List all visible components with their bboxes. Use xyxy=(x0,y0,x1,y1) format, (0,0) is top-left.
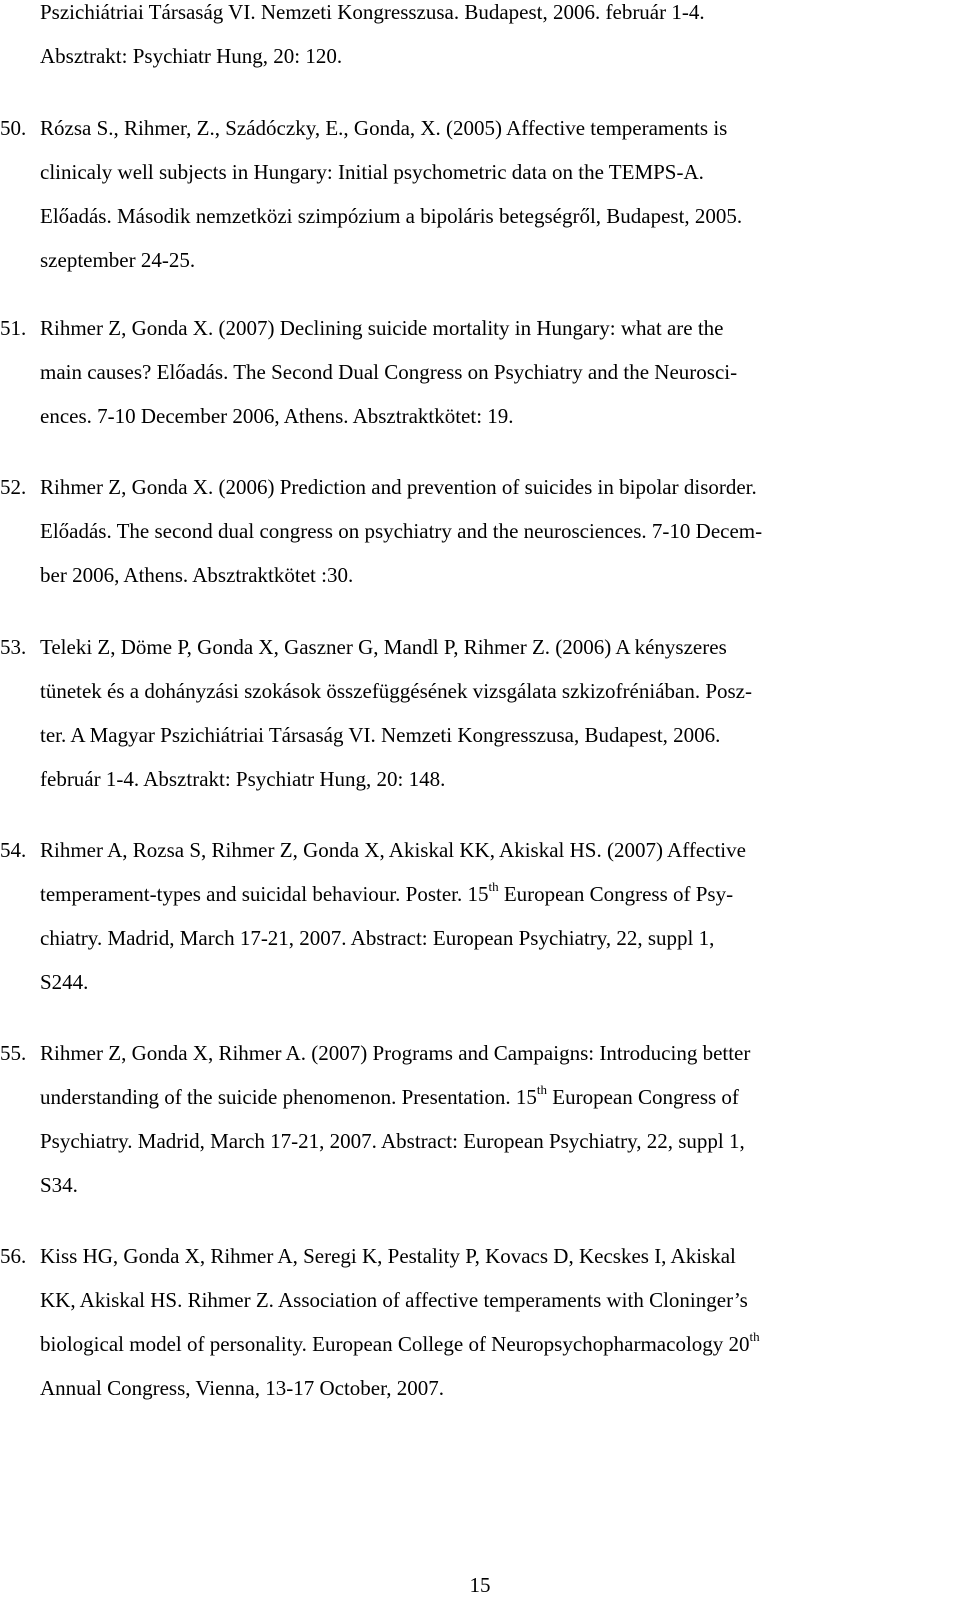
text-segment: European Congress of xyxy=(547,1085,739,1109)
text-line: Absztrakt: Psychiatr Hung, 20: 120. xyxy=(40,44,343,68)
text-line: ter. A Magyar Pszichiátriai Társaság VI. Nemzeti Kongresszusa, Budapest, 2006. xyxy=(40,723,721,747)
text-line: ences. 7-10 December 2006, Athens. Absztraktkötet: 19. xyxy=(40,404,514,428)
reference-50 xyxy=(0,106,936,282)
text-line: ber 2006, Athens. Absztraktkötet :30. xyxy=(40,563,354,587)
text-line: Rihmer Z, Gonda X. (2007) Declining suicide mortality in Hungary: what are the xyxy=(40,316,724,340)
text-line xyxy=(0,1322,936,1366)
text-line: chiatry. Madrid, March 17-21, 2007. Abstract: European Psychiatry, 22, suppl 1, xyxy=(40,926,715,950)
reference-number: 51. xyxy=(0,316,27,340)
text-line: clinicaly well subjects in Hungary: Initial psychometric data on the TEMPS-A. xyxy=(40,160,704,184)
reference-number: 52. xyxy=(0,475,27,499)
text-line xyxy=(0,1075,936,1119)
text-line: Kiss HG, Gonda X, Rihmer A, Seregi K, Pestality P, Kovacs D, Kecskes I, Akiskal xyxy=(40,1244,736,1268)
text-line xyxy=(0,872,936,916)
reference-53 xyxy=(0,625,936,801)
text-line: Előadás. The second dual congress on psychiatry and the neurosciences. 7-10 Decem- xyxy=(40,519,763,543)
reference-continuation xyxy=(40,0,936,78)
text-line: szeptember 24-25. xyxy=(40,248,196,272)
reference-56 xyxy=(0,1234,936,1410)
text-line: Rózsa S., Rihmer, Z., Szádóczky, E., Gonda, X. (2005) Affective temperaments is xyxy=(40,116,728,140)
reference-51 xyxy=(0,306,936,438)
text-segment: temperament-types and suicidal behaviour. Poster. 15 xyxy=(40,882,489,906)
reference-54 xyxy=(0,828,936,1004)
text-line: Előadás. Második nemzetközi szimpózium a bipoláris betegségről, Budapest, 2005. xyxy=(40,204,743,228)
reference-number: 55. xyxy=(0,1041,27,1065)
text-line: Teleki Z, Döme P, Gonda X, Gaszner G, Mandl P, Rihmer Z. (2006) A kényszeres xyxy=(40,635,727,659)
text-line: Pszichiátriai Társaság VI. Nemzeti Kongresszusa. Budapest, 2006. február 1-4. xyxy=(40,0,705,24)
reference-number: 56. xyxy=(0,1244,27,1268)
text-segment: European Congress of Psy- xyxy=(498,882,734,906)
text-segment: understanding of the suicide phenomenon. Presentation. 15 xyxy=(40,1085,537,1109)
superscript: th xyxy=(488,879,499,894)
superscript: th xyxy=(749,1329,760,1344)
reference-number: 54. xyxy=(0,838,27,862)
reference-52 xyxy=(0,465,936,597)
reference-number: 53. xyxy=(0,635,27,659)
text-line: Rihmer Z, Gonda X, Rihmer A. (2007) Programs and Campaigns: Introducing better xyxy=(40,1041,751,1065)
text-line: Psychiatry. Madrid, March 17-21, 2007. Abstract: European Psychiatry, 22, suppl 1, xyxy=(40,1129,745,1153)
text-segment: biological model of personality. European College of Neuropsychopharmacology 20 xyxy=(40,1332,750,1356)
superscript: th xyxy=(536,1082,548,1097)
text-line: KK, Akiskal HS. Rihmer Z. Association of affective temperaments with Cloninger’s xyxy=(40,1288,748,1312)
text-line: Annual Congress, Vienna, 13-17 October, 2007. xyxy=(40,1376,445,1400)
text-line: Rihmer A, Rozsa S, Rihmer Z, Gonda X, Akiskal KK, Akiskal HS. (2007) Affective xyxy=(40,838,746,862)
text-line: main causes? Előadás. The Second Dual Congress on Psychiatry and the Neurosci- xyxy=(40,360,738,384)
text-line: tünetek és a dohányzási szokások összefüggésének vizsgálata szkizofréniában. Posz- xyxy=(40,679,753,703)
page-number: 15 xyxy=(469,1573,491,1597)
reference-55 xyxy=(0,1031,936,1207)
text-line: Rihmer Z, Gonda X. (2006) Prediction and prevention of suicides in bipolar disorder. xyxy=(40,475,757,499)
text-line: február 1-4. Absztrakt: Psychiatr Hung, 20: 148. xyxy=(40,767,446,791)
text-line: S244. xyxy=(40,970,89,994)
text-line: S34. xyxy=(40,1173,78,1197)
reference-number: 50. xyxy=(0,116,27,140)
